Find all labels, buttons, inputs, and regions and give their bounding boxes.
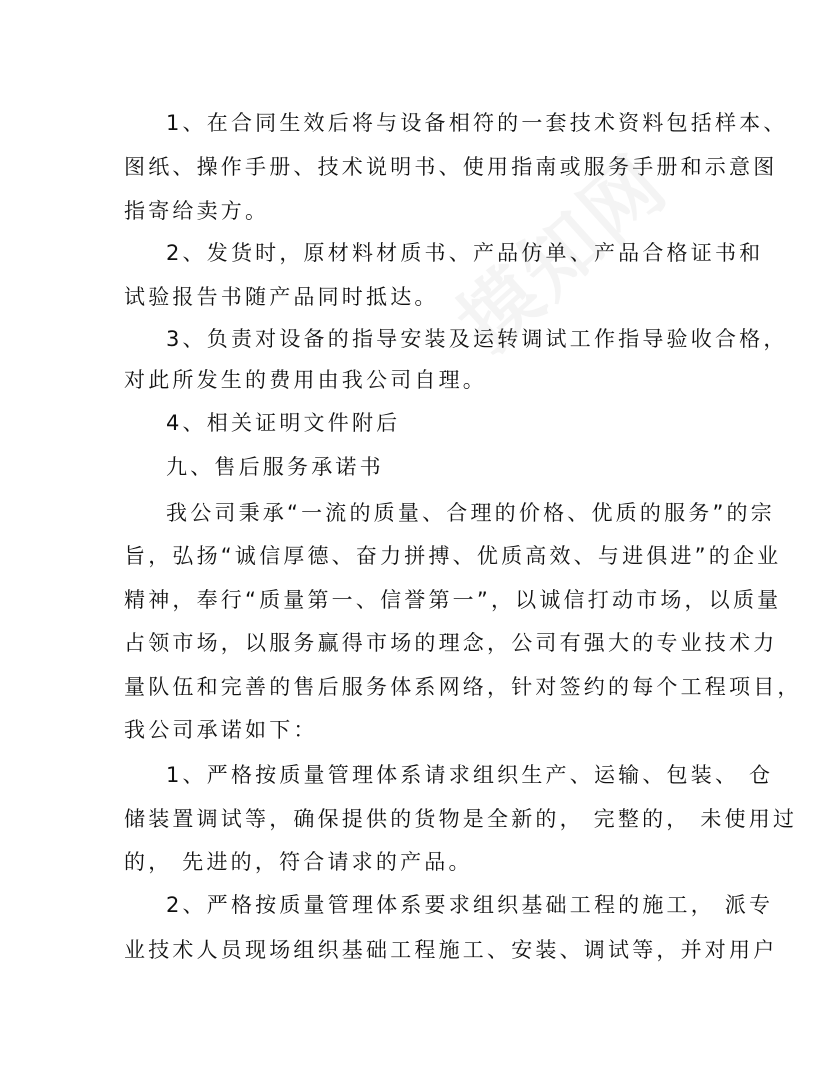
paragraph-line: 4、相关证明文件附后 — [166, 411, 401, 435]
paragraph-line: 试验报告书随产品同时抵达。 — [124, 285, 439, 309]
paragraph-line: 1、在合同生效后将与设备相符的一套技术资料包括样本、 — [166, 111, 788, 135]
paragraph-line: 旨，弘扬“诚信厚德、奋力拼搏、优质高效、与进俱进”的企业 — [124, 544, 782, 568]
paragraph-line: 的， 先进的，符合请求的产品。 — [124, 850, 473, 874]
paragraph-line: 3、负责对设备的指导安装及运转调试工作指导验收合格， — [166, 327, 788, 351]
paragraph-line: 储装置调试等，确保提供的货物是全新的， 完整的， 未使用过 — [124, 807, 798, 831]
section-heading: 九、售后服务承诺书 — [166, 455, 384, 479]
paragraph-line: 2、严格按质量管理体系要求组织基础工程的施工， 派专 — [166, 893, 774, 917]
paragraph-line: 精神，奉行“质量第一、信誉第一”，以诚信打动市场，以质量 — [124, 588, 782, 612]
paragraph-line: 2、发货时，原材料材质书、产品仿单、产品合格证书和 — [166, 241, 764, 265]
paragraph-line: 我公司承诺如下： — [124, 718, 318, 742]
paragraph-line: 对此所发生的费用由我公司自理。 — [124, 368, 487, 392]
paragraph-line: 指寄给卖方。 — [124, 199, 270, 223]
paragraph-line: 我公司秉承“一流的质量、合理的价格、优质的服务”的宗 — [166, 501, 775, 525]
paragraph-line: 业技术人员现场组织基础工程施工、安装、调试等，并对用户 — [124, 938, 778, 962]
paragraph-line: 1、严格按质量管理体系请求组织生产、运输、包装、 仓 — [166, 763, 774, 787]
paragraph-line: 量队伍和完善的售后服务体系网络，针对签约的每个工程项目， — [124, 675, 802, 699]
paragraph-line: 图纸、操作手册、技术说明书、使用指南或服务手册和示意图 — [124, 155, 778, 179]
paragraph-line: 占领市场，以服务赢得市场的理念，公司有强大的专业技术力 — [124, 631, 778, 655]
